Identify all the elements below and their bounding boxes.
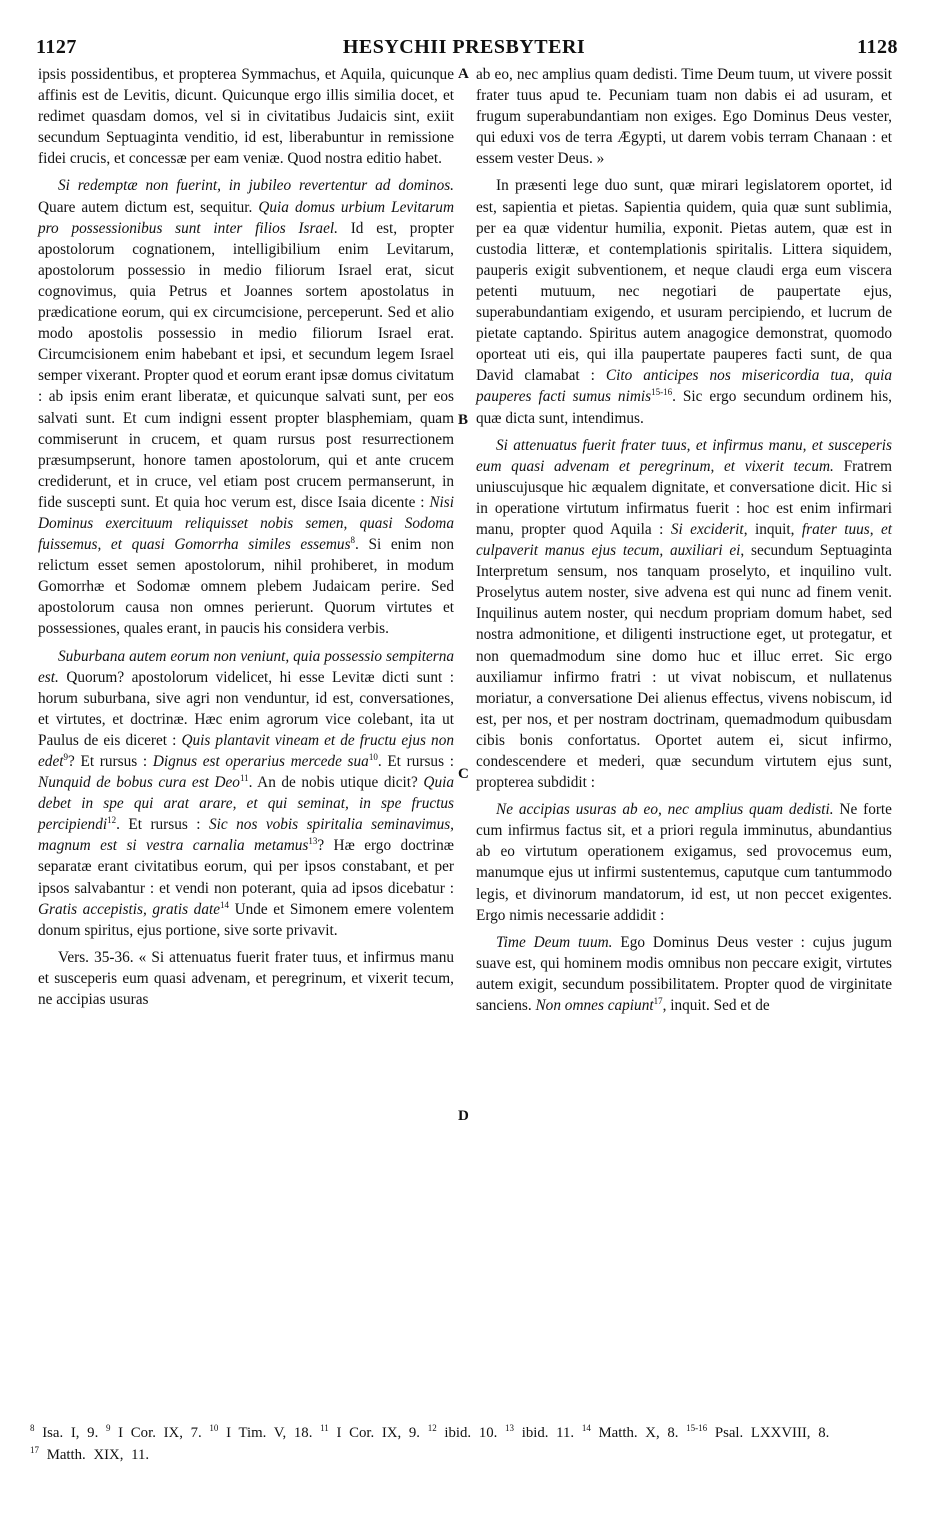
text-run: Suburbana autem eorum non veniunt, quia possessio sempiterna est. [38,647,454,686]
footnote-number: 13 [505,1423,515,1434]
text-run: Ego Dominus Deus vester : cujus jugum suave est, qui hominem modis omnibus non peccare exigit, virtutes autem exigit, secundum possibilitatem. Propter quod de virginitate sanciens. [476,933,892,1015]
footnote-ref: 17 [653,995,663,1006]
text-run: Dignus est operarius mercede sua [152,753,369,770]
text-run: ipsis possidentibus, et propterea Symmachus, et Aquila, quicunque affinis est de Levitis, dicunt. Quicunque ergo illis similia docet, et redimet quasdam domos, vel si in civitatibus Judaicis sint, exiit secundum Septuaginta venditio, id est, liberabuntur in remissione fidei crucis, et concessæ per eam veniæ. Quod nostra editio habet. [38,66,454,168]
text-run: Cito anticipes nos misericordia tua, quia pauperes facti sumus nimis [476,367,893,406]
footnote-number: 10 [209,1423,219,1434]
footnote-reference: I Cor. IX, 7. [110,1425,202,1441]
footnote-number: 11 [320,1423,329,1434]
left-paragraph [38,175,454,639]
text-run: Quia debet in spe qui arat arare, et qui seminat, in spe fructus percipiendi [38,774,454,834]
footnote-number: 14 [581,1423,591,1434]
footnote-reference: I Cor. IX, 9. [328,1425,421,1441]
text-run: Sic nos vobis spiritalia seminavimus, magnum est si vestra carnalia metamus [38,816,454,855]
right-column [476,64,892,1022]
text-run: Vers. 35-36. [58,948,134,966]
footnote-entry [505,1425,574,1441]
footnote-entry [582,1425,679,1441]
footnote-number: 12 [427,1423,437,1434]
left-column [38,64,454,1016]
text-run: Id est, propter apostolorum cognationem, intelligibilium enim Levitarum, apostolorum possessio in medio filiorum Israel erat, sicut cognovimus, quia Petrus et Joannes sortem apostolatus in prædicatione eorum, qui ex circumcisione, perceperunt. Sed et alio modo apostolis possessio in medio filiorum Israel erat. Circumcisionem enim habebant et ipsi, et secundum legem Israel semper vixerant. Propter quod et eorum erant ipsæ domus civitatum : ab ipsis enim erant liberatæ, et quicunque salvati sunt, per eos salvati sunt. Et cum indigni essent propter blasphemiam, quam commiserunt in crucem, et quam rursus post resurrectionem præsumpserunt, honore tamen apostolorum, qui et ante crucem crediderunt, et in cruce, vel etiam post crucem permanserunt, in fide suscepti sunt. Et quia hoc verum est, disce Isaia dicente : [38,219,454,511]
text-run: . An de nobis utique dicit? [248,774,424,792]
footnote-number: 17 [30,1445,39,1456]
left-paragraph [38,947,454,1010]
footnote-reference: ibid. 10. [436,1425,498,1441]
text-run: ab eo, nec amplius quam dedisti. Time Deum tuum, ut vivere possit frater tuus apud te. Pecuniam tuam non dabis ei ad usuram, et frugum superabundantiam non exiges. Ego Dominus Deus vester, qui eduxi vos de terra Ægypti, ut darem vobis terram Chanaan : et essem vester Deus. » [476,66,892,168]
footnote-ref: 9 [63,751,68,762]
footnote-entry [320,1425,420,1441]
text-run: ? Hæ ergo doctrinæ separatæ erant civitatibus eorum, qui per ipsos constabant, et per ipsos salvabantur : et vendi non poterant, quia ad ipsos dicebatur : [38,837,455,897]
text-run: Time Deum tuum. [496,933,613,951]
text-run: Si redemptæ non fuerint, in jubileo revertentur ad dominos. [58,177,454,195]
text-run: Ne accipias usuras ab eo, nec amplius quam dedisti. [496,801,834,819]
text-run: . Et rursus : [377,753,454,770]
text-run: In præsenti lege duo sunt, quæ mirari legislatorem oportet, id est, sapientia et pietas. Sapientia quidem, quia quæ sunt sublimia, per ea quæ videntur humilia, exponit. Pietas autem, quæ est in custodia litteræ, et contemplationis spiritalis. Littera siquidem, pauperis exigit subventionem, et neque claudi erga eum viscera petenti mutuum, nec negotiari de paupertate ejus, superabundantiam exigendo, et usuram percipiendo, et lucrum de pietate captando. Spiritus autem anagogice demonstrat, quomodo oporteat uti eis, qui illa paupertate pauperes facti sunt, de qua David clamabat : [476,177,892,385]
footnote-entry [686,1425,829,1441]
text-run: Nisi Dominus exercituum reliquisset nobis semen, quasi Sodoma fuissemus, et quasi Gomorrha similes essemus [38,493,454,554]
footnote-entry [30,1425,98,1441]
footnote-ref: 15-16 [651,387,673,398]
section-marker-b: B [458,412,469,428]
text-run: Quare autem dictum est, sequitur. [38,198,259,216]
footnote-ref: 11 [239,773,249,783]
page-number-right: 1128 [857,36,898,58]
right-paragraph [476,435,892,794]
footnote-reference: ibid. 11. [514,1425,575,1441]
right-paragraph [476,932,892,1016]
section-marker-c: C [458,766,469,782]
text-run: Unde et Simonem emere volentem donum spiritus, ejus portione, sive sorte privavit. [38,900,454,939]
text-run: , inquit, [743,520,802,538]
running-header [30,36,898,60]
text-run: Ne forte cum infirmus factus sit, et a priori regula imminutus, abundantius ab eo virtutum operationem exigamus, sed provocemus eum, manumque ejus ut infirmi sustentemus, caputque cum tantummodo legis, et divinorum mandatorum, id est, ut non peccet exigentes. Ergo nimis necessarie addidit : [476,801,892,924]
footnote-reference: Matth. XIX, 11. [39,1447,150,1463]
text-run: Quorum? apostolorum videlicet, hi esse Levitæ dicti sunt : horum suburbana, sive agri non venduntur, id est, conversationes, et virtutes, et doctrinæ. Hæc enim agrorum vice colebant, ita ut Paulus de eis diceret : [38,668,454,749]
text-run: Non omnes capiunt [535,997,654,1015]
footnote-number: 15-16 [686,1423,708,1434]
text-run: Gratis accepistis, gratis date [38,900,221,918]
footnote-entry [428,1425,498,1441]
text-run: Quis plantavit vineam et de fructu ejus non edet [38,731,455,770]
right-paragraph [476,175,892,428]
footnote-ref: 13 [308,836,318,847]
text-run: , inquit. Sed et de [662,997,770,1015]
right-paragraph [476,799,892,926]
page-number-left: 1127 [36,36,77,58]
right-paragraph [476,64,892,169]
left-paragraph [38,646,454,941]
footnote-reference: I Tim. V, 18. [218,1425,313,1441]
section-marker-a: A [458,66,469,82]
footnote-reference: Psal. LXXVIII, 8. [707,1425,830,1441]
footnote-entry [209,1425,312,1441]
footnote-reference: Isa. I, 9. [34,1425,99,1441]
footnote-ref: 14 [220,899,230,910]
text-run: ? Et rursus : [67,753,153,770]
text-run: . Sic ergo secundum ordinem his, quæ dicta sunt, intendimus. [476,388,892,427]
footnote-ref: 8 [350,534,356,545]
footnote-ref: 12 [107,815,117,826]
running-title: HESYCHII PRESBYTERI [342,36,586,58]
text-run: , secundum Septuaginta Interpretum sensum, nos tanquam proselyto, et inquilino vult. Proselytus autem noster, sive advena est qui nunc ad finem venit. Inquilinus autem noster, qui necdum propriam domum habet, sed nostra admonitione, et diligenti instructione eget, ut protegatur, et non quemadmodum sine domo huc et illuc erret. Sic ergo auxiliamur infirmo fratri : ut vivat nobiscum, et nullatenus moriatur, a conversatione Dei alienus effectus, vivens nobiscum, id est, per nos, et per nostram doctrinam, quemadmodum quibusdam cibis bonis confortatus. Oportet autem ei, sicut infirmo, condescendere et mederi, quæ secundum virtutem ejus sunt, propterea subdidit : [476,542,892,792]
text-run: Nunquid de bobus cura est Deo [38,774,240,792]
footnotes [30,1422,896,1466]
text-run: Si attenuatus fuerit frater tuus, et infirmus manu, et susceperis eum quasi advenam et peregrinum, et vixerit tecum. [476,436,892,475]
text-run: frater tuus, et culpaverit manus ejus tecum, auxiliari ei [476,520,893,560]
footnote-reference: Matth. X, 8. [590,1425,679,1441]
footnote-number: 9 [105,1423,111,1434]
footnote-entry [30,1447,149,1463]
section-marker-d: D [458,1108,469,1124]
text-run: Quia domus urbium Levitarum pro possessionibus sunt inter filios Israel. [38,198,454,237]
text-run: Si exciderit [670,520,744,538]
text-run: . Si enim non relictum esset semen apostolorum, nihil prohiberet, in modum Gomorrhæ et Sodomæ omnem plebem Judaicam perire. Sed apostolorum causa non omnes perierunt. Quorum virtutes et possessiones, quales erant, in paucis his considera verbis. [38,536,454,638]
footnote-entry [106,1425,202,1441]
text-run: Fratrem uniuscujusque hic æqualem dignitate, et conversatione dicit. Hic si in operatione virtutum infirmatus fuerit : hoc est enim infirmari manu, propter quod Aquila : [476,457,892,538]
text-run: . Et rursus : [116,816,209,834]
footnote-number: 8 [30,1423,35,1434]
left-paragraph [38,64,454,169]
text-run: « Si attenuatus fuerit frater tuus, et infirmus manu et susceperis eum quasi advenam, et peregrinum, et vixerit tecum, ne accipias usuras [38,948,454,1009]
footnote-ref: 10 [368,751,378,762]
